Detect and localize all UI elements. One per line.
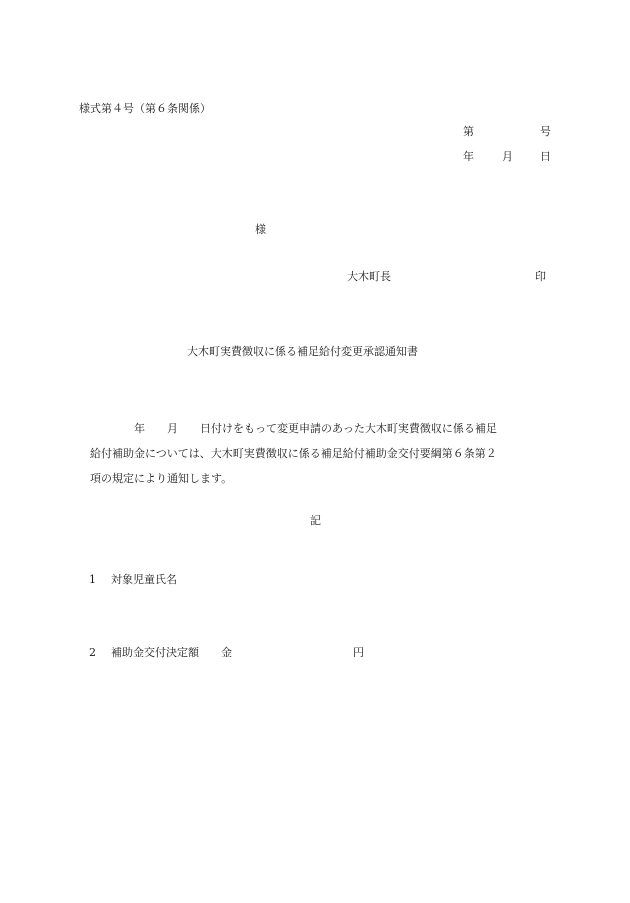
list-item: [82, 563, 177, 585]
item-label: 補助金交付決定額 金 円: [111, 646, 364, 659]
item-number: 2: [89, 646, 96, 659]
date-month: 月: [502, 150, 513, 163]
item-number: 1: [89, 573, 96, 586]
addressee-suffix: 様: [255, 223, 266, 236]
document-title: 大木町実費徴収に係る補足給付変更承認通知書: [187, 345, 418, 358]
form-number: 様式第４号（第６条関係）: [79, 102, 211, 115]
date-day: 日: [540, 150, 551, 163]
number-prefix: 第: [463, 125, 474, 138]
seal-mark: 印: [535, 270, 546, 283]
list-item: [82, 636, 364, 658]
body-paragraph: [90, 416, 560, 491]
body-line-3: 項の規定により通知します。: [90, 472, 233, 485]
issuer-name: 大木町長: [347, 270, 391, 283]
item-label: 対象児童氏名: [111, 573, 177, 586]
body-line-2: 給付補助金については、大木町実費徴収に係る補足給付補助金交付要綱第６条第２: [90, 447, 497, 460]
ki-heading: 記: [310, 514, 321, 527]
body-line-1: 年 月 日付けをもって変更申請のあった大木町実費徴収に係る補足: [90, 422, 497, 435]
number-suffix: 号: [540, 125, 551, 138]
date-year: 年: [463, 150, 474, 163]
date-line: [463, 151, 550, 195]
